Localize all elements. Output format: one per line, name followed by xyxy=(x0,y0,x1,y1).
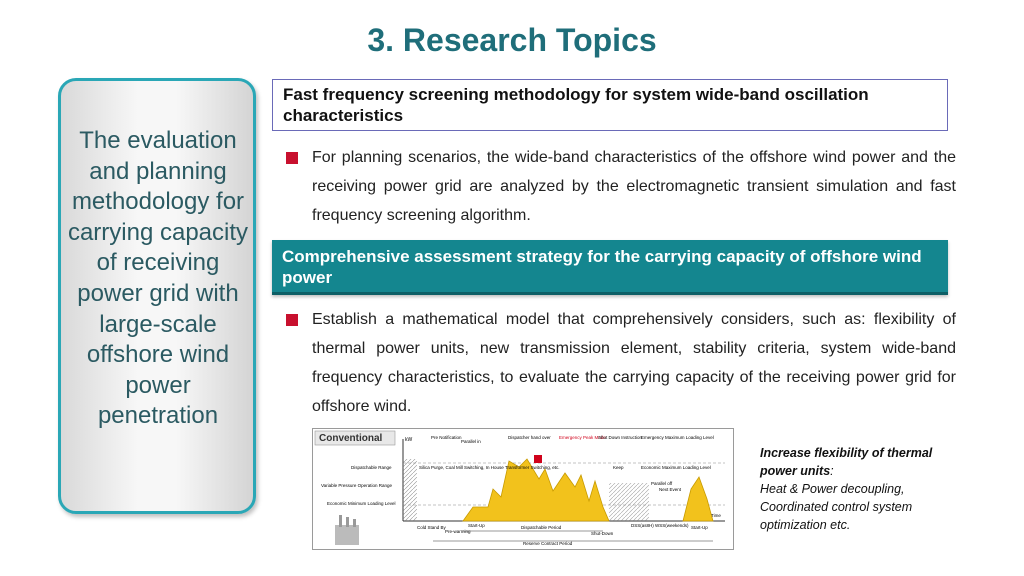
figure-label: Emergency Maximum Loading Level xyxy=(641,435,714,440)
figure-label: Pre-warming xyxy=(445,529,471,534)
caption-rest: Heat & Power decoupling, Coordinated control system optimization etc. xyxy=(760,482,913,532)
bullet-icon xyxy=(286,152,298,164)
figure-label: Variable Pressure Operation Range xyxy=(321,483,392,488)
figure-label: Cold Stand By xyxy=(417,525,446,530)
figure-label: Start-Up xyxy=(691,525,708,530)
side-panel-text: The evaluation and planning methodology for carrying capacity of receiving power grid with large-scale offshore wind power penetration xyxy=(67,127,249,430)
caption-bold: Increase flexibility of thermal power units xyxy=(760,446,933,478)
topic2-heading: Comprehensive assessment strategy for the carrying capacity of offshore wind power xyxy=(272,240,948,295)
figure-label: DSS(as8H) WSS(weekends) xyxy=(631,523,689,528)
figure-label: Economic Minimum Loading Level xyxy=(327,501,396,506)
figure-label: Start-Up xyxy=(468,523,485,528)
figure-label: Parallel off xyxy=(651,481,673,486)
figure-label: Reserve Contract Period xyxy=(523,541,573,546)
figure-label: Shut-Down xyxy=(591,531,614,536)
caption-colon: : xyxy=(830,464,834,478)
topic1-heading: Fast frequency screening methodology for system wide-band oscillation characteristics xyxy=(272,79,948,131)
figure-label: Time xyxy=(711,513,721,518)
figure-label: Economic Maximum Loading Level xyxy=(641,465,711,470)
figure-label: kW xyxy=(405,437,413,443)
figure-label: Emergency Peak Mode xyxy=(559,435,606,440)
figure-label: Keep xyxy=(613,465,624,470)
figure-label: Shut Down Instruction xyxy=(598,435,643,440)
figure-label: Pre Notification xyxy=(431,435,462,440)
power-plant-icon xyxy=(335,525,359,545)
figure-label: Next Event xyxy=(659,487,682,492)
figure-label: Dispatcher hand over xyxy=(508,435,551,440)
figure-caption xyxy=(760,444,970,534)
topic2-text: Establish a mathematical model that comprehensively considers, such as: flexibility of thermal power units, new transmission element, stability criteria, system wide-band frequency characteristics, to evaluate the carrying capacity of the receiving power grid for offshore wind. xyxy=(312,311,956,415)
figure-label: Silica Purge, Coal Mill Switching, In House Transformer Switching, etc. xyxy=(419,465,560,470)
figure-label: Dispatchable Range xyxy=(351,465,392,470)
emergency-peak-marker xyxy=(534,455,542,463)
figure-label: Dispatchable Period xyxy=(521,525,562,530)
slide-title: 3. Research Topics xyxy=(367,22,657,58)
figure-label: Parallel in xyxy=(461,439,481,444)
topic1-text: For planning scenarios, the wide-band characteristics of the offshore wind power and the receiving power grid are analyzed by the electromagnetic transient simulation and fast frequency screening algorithm. xyxy=(312,149,956,224)
figure-tag: Conventional xyxy=(319,433,383,444)
conventional-operation-figure xyxy=(312,428,734,550)
bullet-icon xyxy=(286,314,298,326)
